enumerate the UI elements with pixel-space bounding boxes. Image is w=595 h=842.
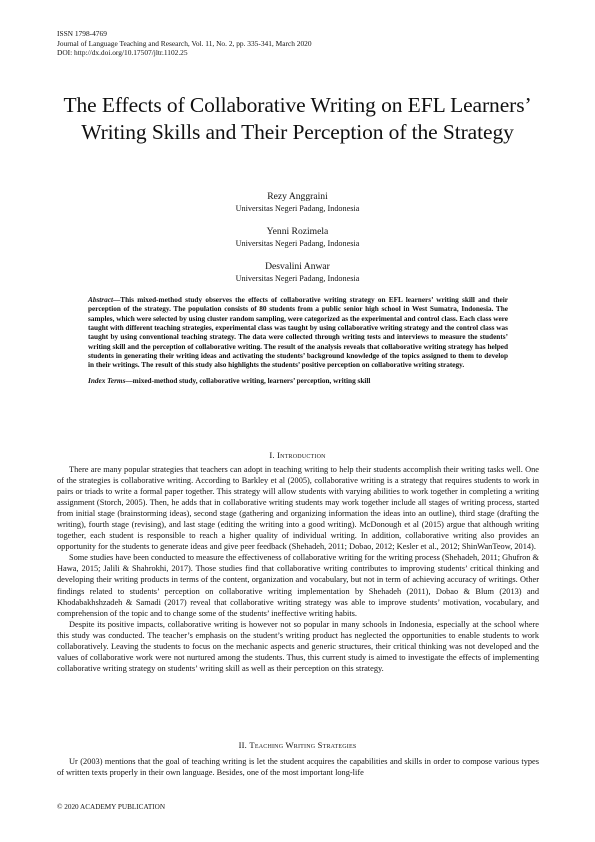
abstract-text: —This mixed-method study observes the effects of collaborative writing strategy on EFL learners’ writing skill and their perception of the strategy. The population consists of 80 students from a public senior high school in West Sumatra, Indonesia. The samples, which were selected by using cluster random sampling, were categorized as the experimental and control class. Each class were taught with different teaching strategies, experimental class was taught by using collaborative writing strategy and the control class was taught by using conventional teaching strategy. The data were collected through writing tests and interviews to measure the students’ writing skill and the perception of collaborative writing. The result of the analysis reveals that collaborative writing strategy has helped students in generating their writing ideas and activating the students’ background knowledge of the topics assigned to them to develop in their writings. The result of this study also highlights the students’ positive perception on collaborative writing strategy. bbox=[88, 296, 508, 370]
abstract bbox=[88, 296, 508, 386]
body-paragraph: Some studies have been conducted to measure the effectiveness of collaborative writing for the writing process (Shehadeh, 2011; Ghufron & Hawa, 2015; Jalili & Shahrokhi, 2017). Those studies find that collaborative writing contributes to improving students’ critical thinking and developing their writing products in terms of the content, organization and vocabulary, but not in term of achieving accuracy of writings. Other findings related to students’ perception on collaborative writing implementation by Shehadeh (2011), Dobao & Blum (2013) and Khodabakhshzadeh & Samadi (2017) reveal that collaborative writing strategy was able to improve students’ motivation, vocabulary, and comprehension of the topic and to change some of the students’ ineffective writing habits. bbox=[57, 553, 539, 618]
section-title: Teaching Writing Strategies bbox=[249, 740, 357, 750]
section-heading-teaching-writing-strategies bbox=[0, 740, 595, 750]
author-name: Yenni Rozimela bbox=[266, 226, 329, 237]
paper-title: The Effects of Collaborative Writing on EFL Learners’ Writing Skills and Their Perception of the Strategy bbox=[63, 93, 532, 144]
author-affiliation: Universitas Negeri Padang, Indonesia bbox=[235, 239, 360, 248]
copyright-footer: © 2020 ACADEMY PUBLICATION bbox=[57, 803, 166, 811]
journal-line: Journal of Language Teaching and Research, Vol. 11, No. 2, pp. 335-341, March 2020 bbox=[57, 38, 312, 48]
author-name: Rezy Anggraini bbox=[267, 191, 328, 202]
section-title: Introduction bbox=[277, 450, 326, 460]
abstract-paragraph bbox=[88, 296, 508, 371]
index-terms-text: —mixed-method study, collaborative writing, learners’ perception, writing skill bbox=[125, 376, 371, 385]
doi-line: DOI: http://dx.doi.org/10.17507/jltr.1102.25 bbox=[57, 48, 188, 57]
author-affiliation: Universitas Negeri Padang, Indonesia bbox=[235, 204, 360, 213]
author-affiliation: Universitas Negeri Padang, Indonesia bbox=[235, 274, 360, 283]
abstract-label: Abstract bbox=[88, 296, 113, 304]
introduction-body bbox=[57, 464, 539, 674]
issn-line: ISSN 1798-4769 bbox=[57, 29, 107, 38]
section-heading-introduction bbox=[0, 450, 595, 460]
section-number: II. bbox=[238, 740, 248, 750]
author-block bbox=[0, 261, 595, 284]
index-terms-label: Index Terms bbox=[88, 376, 126, 385]
section-two-body bbox=[57, 756, 539, 778]
body-paragraph: There are many popular strategies that teachers can adopt in teaching writing to help their students accomplish their writing tasks well. One of the strategies is collaborative writing. According to Barkley et al (2005), collaborative writing is a strategy that requires students to work in pairs or triads to write a formal paper together. This strategy will allow students with varying abilities to work together in completing a writing assignment (Storch, 2005). Then, he adds that in collaborative writing students may work together include all stages of writing process, started from initial stage (brainstorming ideas), second stage (gathering and organizing information the ideas into an outline), third stage (drafting the writing), fourth stage (revising), and last stage (editing the writing into a good writing). McDonough et al (2015) argue that although writing together, each student is responsible to reach a higher quality of individual writing. In addition, collaborative writing also provides an opportunity for the students to generate ideas and give peer feedback (Shehadeh, 2011; Dobao, 2012; Kesler et al., 2012; ShinWanTeow, 2014). bbox=[57, 465, 539, 552]
body-paragraph: Ur (2003) mentions that the goal of teaching writing is let the student acquires the capabilities and skills in order to compose various types of written texts properly in their own language. Besides, one of the most important long-life bbox=[57, 757, 539, 778]
index-terms bbox=[88, 377, 508, 386]
journal-header bbox=[57, 29, 312, 58]
author-block bbox=[0, 191, 595, 214]
section-number: I. bbox=[269, 450, 275, 460]
author-name: Desvalini Anwar bbox=[265, 261, 330, 272]
body-paragraph: Despite its positive impacts, collaborative writing is however not so popular in many schools in Indonesia, especially at the school where this study was conducted. The teacher’s emphasis on the student’s writing product has neglected the opportunities to enable students to work collaboratively. Leaving the students to focus on the mechanic aspects and generic structures, their critical thinking was not developed and the values of collaborative work were not nurtured among the students. Thus, this current study is aimed to investigate the effects of implementing collaborative writing strategy on students’ writing skill as well as their perception on this strategy. bbox=[57, 619, 539, 673]
author-block bbox=[0, 226, 595, 249]
